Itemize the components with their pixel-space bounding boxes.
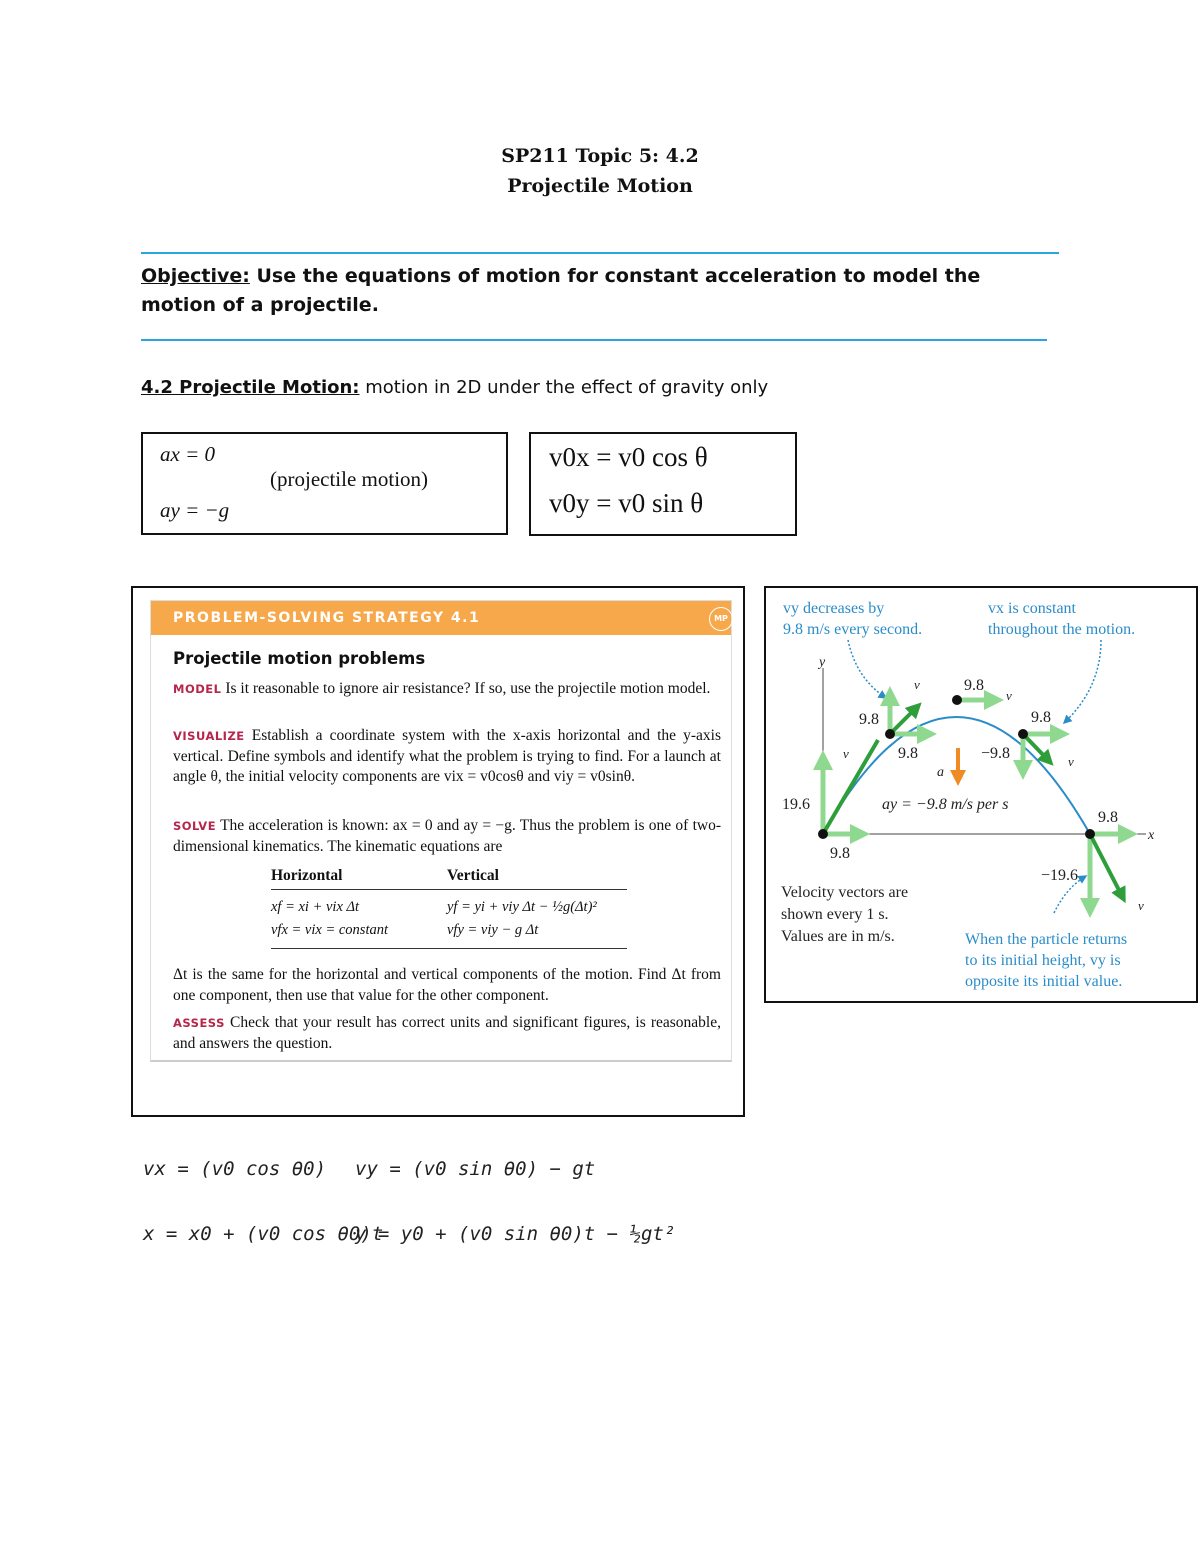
model-text: Is it reasonable to ignore air resistance? If so, use the projectile motion model. bbox=[225, 680, 711, 697]
label-vx3: 9.8 bbox=[1031, 709, 1051, 726]
return-note-line2: to its initial height, vy is bbox=[965, 952, 1121, 969]
caption-line3: Values are in m/s. bbox=[781, 928, 895, 945]
caption-line2: shown every 1 s. bbox=[781, 906, 889, 923]
assess-keyword: ASSESS bbox=[173, 1016, 225, 1030]
bottom-divider bbox=[141, 339, 1047, 341]
strategy-banner-title: PROBLEM-SOLVING STRATEGY 4.1 bbox=[173, 610, 481, 626]
projectile-note: (projectile motion) bbox=[270, 467, 429, 491]
objective bbox=[141, 262, 1051, 320]
v0y-equation: v0y = v0 sin θ bbox=[549, 488, 704, 518]
strategy-frame bbox=[131, 586, 745, 1117]
note-vx-line1: vx is constant bbox=[988, 600, 1076, 617]
doc-title-line1: SP211 Topic 5: 4.2 bbox=[501, 145, 699, 167]
strategy-solve bbox=[173, 816, 721, 857]
v4-arrow bbox=[1090, 834, 1122, 896]
ay-equation: ay = −g bbox=[160, 498, 230, 522]
position-dot-4 bbox=[1085, 829, 1095, 839]
label-vy3: −9.8 bbox=[981, 745, 1011, 762]
vy-equation: vy = (v0 sin θ0) − gt bbox=[355, 1158, 596, 1180]
model-keyword: MODEL bbox=[173, 682, 222, 696]
label-vy0: 19.6 bbox=[782, 796, 810, 813]
v3-arrow bbox=[1023, 734, 1048, 760]
assess-text: Check that your result has correct units and significant figures, is reasonable, and answers the question. bbox=[173, 1014, 721, 1052]
visualize-text: Establish a coordinate system with the x-axis horizontal and the y-axis vertical. Define symbols and identify what the problem is trying to find. For a launch at angle θ, the initial velocity components are vix = v0cosθ and viy = v0sinθ. bbox=[173, 727, 722, 785]
visualize-keyword: VISUALIZE bbox=[173, 729, 245, 743]
strategy-visualize bbox=[173, 726, 721, 788]
label-vx1: 9.8 bbox=[898, 745, 918, 762]
col-vertical-header: Vertical bbox=[447, 867, 499, 884]
table-header-rule bbox=[271, 889, 627, 890]
horizontal-position-eq: xf = xi + vix Δt bbox=[271, 899, 360, 915]
label-vy4: −19.6 bbox=[1041, 867, 1079, 884]
position-dot-0 bbox=[818, 829, 828, 839]
top-divider bbox=[141, 252, 1059, 254]
horizontal-velocity-eq: vfx = vix = constant bbox=[271, 922, 389, 938]
strategy-model bbox=[173, 679, 721, 700]
position-dot-2 bbox=[952, 695, 962, 705]
v-label-3: v⃗ bbox=[1068, 754, 1084, 769]
vx-equation: vx = (v0 cos θ0) bbox=[143, 1158, 327, 1180]
objective-label: Objective: bbox=[141, 265, 250, 287]
strategy-panel bbox=[150, 600, 732, 1062]
solve-text: The acceleration is known: ax = 0 and ay = −g. Thus the problem is one of two-dimensional kinematics. The kinematic equations are bbox=[173, 817, 721, 855]
section-text: motion in 2D under the effect of gravity only bbox=[359, 377, 769, 398]
mp-badge-icon: MP bbox=[709, 607, 733, 631]
position-dot-3 bbox=[1018, 729, 1028, 739]
position-dot-1 bbox=[885, 729, 895, 739]
y-axis-label: y bbox=[819, 655, 826, 670]
label-vy1: 9.8 bbox=[859, 711, 879, 728]
strategy-banner bbox=[151, 601, 731, 635]
vx-pointer-icon bbox=[1064, 640, 1101, 723]
col-horizontal-header: Horizontal bbox=[271, 867, 343, 884]
table-bottom-rule bbox=[271, 948, 627, 949]
velocity-components-box bbox=[529, 432, 797, 536]
kinematics-table bbox=[271, 867, 627, 952]
solve-keyword: SOLVE bbox=[173, 819, 217, 833]
y-equation: y = y0 + (v0 sin θ0)t − ½gt² bbox=[355, 1223, 676, 1245]
acceleration-label: ay = −9.8 m/s per s bbox=[882, 796, 1009, 813]
return-note-line1: When the particle returns bbox=[965, 931, 1128, 948]
objective-text: Use the equations of motion for constant acceleration to model the motion of a projectile. bbox=[141, 265, 981, 316]
v0x-equation: v0x = v0 cos θ bbox=[549, 442, 708, 472]
note-vx-line2: throughout the motion. bbox=[988, 621, 1136, 638]
strategy-dt-note: Δt is the same for the horizontal and vertical components of the motion. Find Δt from one component, then use that value for the other component. bbox=[173, 966, 721, 1004]
v-label-4: v⃗ bbox=[1138, 898, 1154, 913]
vy-pointer-icon bbox=[848, 640, 886, 698]
note-vy-line2: 9.8 m/s every second. bbox=[783, 621, 923, 638]
strategy-assess bbox=[173, 1013, 721, 1054]
note-vy-line1: vy decreases by bbox=[783, 600, 885, 617]
section-definition bbox=[141, 377, 768, 398]
ax-equation: ax = 0 bbox=[160, 442, 215, 466]
vertical-position-eq: yf = yi + viy Δt − ½g(Δt)² bbox=[447, 899, 597, 915]
caption-line1: Velocity vectors are bbox=[781, 884, 909, 901]
label-vx0: 9.8 bbox=[830, 845, 850, 862]
acceleration-box bbox=[141, 432, 508, 535]
a-vector-label: a⃗ bbox=[937, 765, 955, 780]
vertical-velocity-eq: vfy = viy − g Δt bbox=[447, 922, 539, 938]
v-label-1: v⃗ bbox=[914, 677, 930, 692]
section-label: 4.2 Projectile Motion: bbox=[141, 377, 360, 398]
v-label-2: v⃗ bbox=[1006, 688, 1022, 703]
trajectory-diagram-frame bbox=[764, 586, 1198, 1003]
strategy-heading: Projectile motion problems bbox=[173, 649, 426, 668]
x-equation: x = x0 + (v0 cos θ0)t bbox=[143, 1223, 384, 1245]
trajectory-diagram bbox=[766, 588, 1196, 1001]
doc-title-line2: Projectile Motion bbox=[507, 175, 693, 197]
return-note-line3: opposite its initial value. bbox=[965, 973, 1123, 990]
label-vx2: 9.8 bbox=[964, 677, 984, 694]
v-label-0: v⃗ bbox=[843, 746, 859, 761]
label-vx4: 9.8 bbox=[1098, 809, 1118, 826]
x-axis-label: x bbox=[1148, 828, 1155, 843]
